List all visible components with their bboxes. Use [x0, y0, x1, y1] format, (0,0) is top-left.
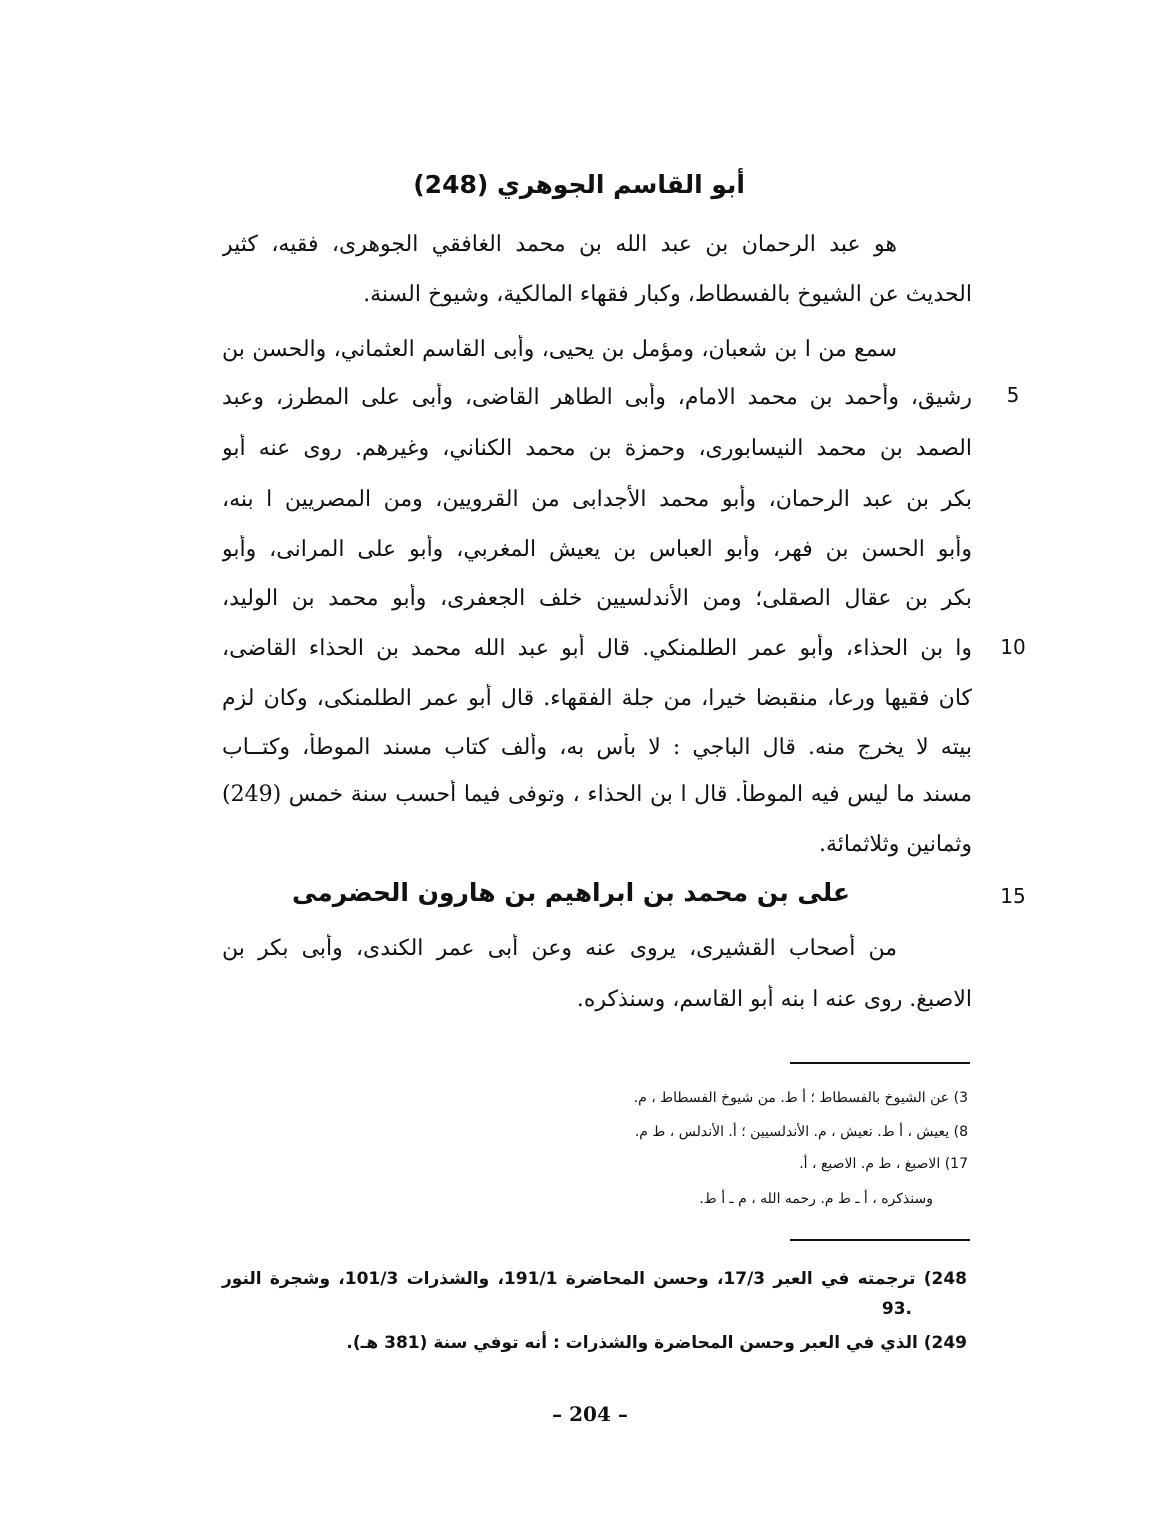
variant-note-text: وسنذكره ، أ ـ ط م. رحمه الله ، م ـ أ ط.	[699, 1191, 933, 1207]
variant-note	[699, 1189, 933, 1209]
footnote: 249) الذي في العبر وحسن المحاضرة والشذرات : أنه توفي سنة (381 هـ).	[346, 1333, 967, 1353]
variant-note-number: 3)	[953, 1090, 968, 1106]
variant-note-text: يعيش ، أ ط. نعيش ، م. الأندلسيين ؛ أ. الأندلس ، ط م.	[634, 1124, 950, 1140]
text-line: بكر بن عقال الصقلى؛ ومن الأندلسيين خلف الجعفرى، وأبو محمد بن الوليد،	[222, 586, 972, 611]
text-line: وأبو الحسن بن فهر، وأبو العباس بن يعيش المغربي، وأبو على المرانى، وأبو	[222, 537, 972, 562]
page-number: – 204 –	[552, 1402, 628, 1426]
text-line: هو عبد الرحمان بن عبد الله بن محمد الغافقي الجوهرى، فقيه، كثير	[222, 232, 897, 257]
text-line: رشيق، وأحمد بن محمد الامام، وأبى الطاهر القاضى، وأبى على المطرز، وعبد	[222, 385, 972, 410]
text-line: وا بن الحذاء، وأبو عمر الطلمنكي. قال أبو عبد الله محمد بن الحذاء القاضى،	[222, 636, 972, 661]
text-line: كان فقيها ورعا، منقبضا خيرا، من جلة الفقهاء. قال أبو عمر الطلمنكى، وكان لزم	[222, 686, 972, 711]
separator-rule	[790, 1062, 970, 1064]
entry-title: على بن محمد بن ابراهيم بن هارون الحضرمى	[292, 878, 850, 907]
variant-note-number: 17)	[944, 1156, 968, 1172]
text-line: الاصبغ. روى عنه ا بنه أبو القاسم، وسنذكره.	[576, 987, 972, 1012]
line-number: 10	[1000, 635, 1026, 659]
footnote: 248) ترجمته في العبر 17/3، وحسن المحاضرة 191/1، والشذرات 101/3، وشجرة النور	[222, 1269, 968, 1289]
separator-rule	[790, 1239, 970, 1241]
line-number: 5	[1006, 383, 1020, 407]
line-number: 15	[1000, 884, 1026, 908]
variant-note	[635, 1122, 968, 1142]
text-line: مسند ما ليس فيه الموطأ. قال ا بن الحذاء ، وتوفى فيما أحسب سنة خمس (249)	[222, 782, 972, 807]
footnote-continuation: 93.	[881, 1299, 912, 1319]
text-line: الصمد بن محمد النيسابورى، وحمزة بن محمد الكناني، وغيرهم. روى عنه أبو	[222, 436, 972, 461]
variant-note-number: 8)	[953, 1124, 968, 1140]
variant-note	[634, 1088, 968, 1108]
text-line: وثمانين وثلاثمائة.	[818, 832, 972, 857]
text-line: الحديث عن الشيوخ بالفسطاط، وكبار فقهاء المالكية، وشيوخ السنة.	[363, 282, 972, 307]
variant-note-text: عن الشيوخ بالفسطاط ؛ أ ط. من شيوخ الفسطاط ، م.	[633, 1090, 950, 1106]
entry-title: أبو القاسم الجوهري (248)	[413, 170, 745, 199]
text-line: من أصحاب القشيرى، يروى عنه وعن أبى عمر الكندى، وأبى بكر بن	[222, 936, 897, 961]
variant-note-text: الاصبغ ، ط م. الاصبع ، أ.	[799, 1156, 941, 1172]
text-line: بكر بن عبد الرحمان، وأبو محمد الأجدابى من القرويين، ومن المصريين ا بنه،	[222, 487, 972, 512]
variant-note	[799, 1154, 968, 1174]
text-line: بيته لا يخرج منه. قال الباجي : لا بأس به، وألف كتاب مسند الموطأ، وكتــاب	[222, 735, 972, 760]
text-line: سمع من ا بن شعبان، ومؤمل بن يحيى، وأبى القاسم العثماني، والحسن بن	[222, 337, 897, 362]
